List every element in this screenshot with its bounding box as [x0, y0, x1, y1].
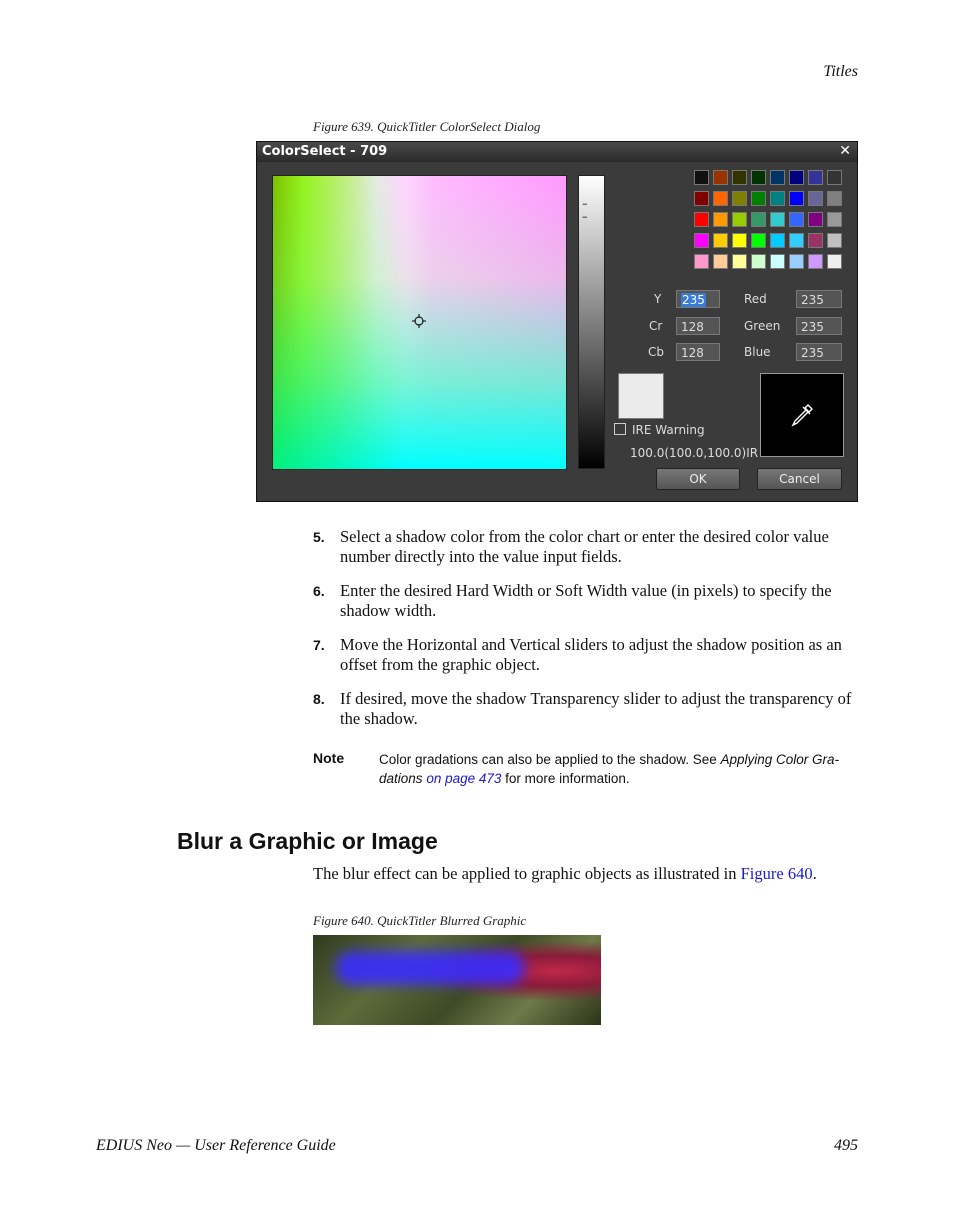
green-label: Green — [744, 319, 781, 333]
step-item — [313, 689, 863, 729]
color-swatch[interactable] — [827, 212, 842, 227]
color-swatch[interactable] — [827, 170, 842, 185]
step-number: 6. — [313, 583, 325, 599]
color-swatch[interactable] — [732, 233, 747, 248]
step-text: Move the Horizontal and Vertical sliders to adjust the shadow position as an offset from the graphic object. — [340, 635, 842, 674]
step-text: If desired, move the shadow Transparency slider to adjust the transparency of the shadow. — [340, 689, 852, 728]
color-preview — [618, 373, 664, 419]
eyedropper-button[interactable] — [760, 373, 844, 457]
step-number: 7. — [313, 637, 325, 653]
green-input[interactable]: 235 — [796, 317, 842, 335]
colorselect-dialog — [256, 141, 858, 502]
color-swatch[interactable] — [808, 254, 823, 269]
color-swatch[interactable] — [770, 254, 785, 269]
color-swatch[interactable] — [827, 254, 842, 269]
color-swatch[interactable] — [808, 191, 823, 206]
color-swatch[interactable] — [827, 191, 842, 206]
ire-value: 100.0(100.0,100.0)IR — [630, 446, 759, 460]
color-swatch[interactable] — [713, 191, 728, 206]
color-swatch[interactable] — [732, 170, 747, 185]
figure-639-caption: Figure 639. QuickTitler ColorSelect Dialog — [313, 119, 541, 134]
figure-link[interactable]: Figure 640 — [740, 864, 813, 883]
color-swatch[interactable] — [694, 233, 709, 248]
footer-title: EDIUS Neo — User Reference Guide — [96, 1137, 336, 1154]
color-swatch[interactable] — [732, 191, 747, 206]
luminance-slider[interactable] — [578, 175, 605, 469]
color-swatch[interactable] — [770, 170, 785, 185]
blue-input[interactable]: 235 — [796, 343, 842, 361]
color-swatch[interactable] — [732, 254, 747, 269]
note-label: Note — [313, 750, 345, 766]
cr-label: Cr — [649, 319, 663, 333]
body-paragraph: The blur effect can be applied to graphic objects as illustrated in Figure 640. — [313, 864, 817, 883]
red-label: Red — [744, 292, 767, 306]
color-swatch[interactable] — [808, 233, 823, 248]
color-swatch[interactable] — [751, 170, 766, 185]
cr-input[interactable]: 128 — [676, 317, 720, 335]
color-swatch[interactable] — [713, 212, 728, 227]
color-swatch[interactable] — [732, 212, 747, 227]
cancel-button[interactable]: Cancel — [757, 468, 842, 490]
color-swatch[interactable] — [789, 254, 804, 269]
dialog-title: ColorSelect - 709 — [262, 144, 388, 159]
cb-input[interactable]: 128 — [676, 343, 720, 361]
color-swatch[interactable] — [770, 233, 785, 248]
step-item — [313, 635, 863, 675]
color-swatch[interactable] — [789, 191, 804, 206]
step-list — [313, 527, 863, 743]
step-number: 8. — [313, 691, 325, 707]
note-text: Color gradations can also be applied to the shadow. See Applying Color Gra-dations on page 473 for more information. — [379, 752, 840, 786]
color-swatch[interactable] — [808, 212, 823, 227]
dialog-titlebar — [257, 142, 857, 162]
color-swatch[interactable] — [694, 212, 709, 227]
close-icon[interactable]: ✕ — [839, 143, 851, 159]
color-swatch[interactable] — [713, 233, 728, 248]
color-swatch[interactable] — [789, 212, 804, 227]
blurred-graphic-image — [313, 935, 601, 1025]
red-input[interactable]: 235 — [796, 290, 842, 308]
running-header: Titles — [823, 63, 858, 80]
step-text: Select a shadow color from the color chart or enter the desired color value number directly into the value input fields. — [340, 527, 829, 566]
color-swatch[interactable] — [770, 212, 785, 227]
figure-640-caption: Figure 640. QuickTitler Blurred Graphic — [313, 913, 527, 928]
crosshair-icon — [412, 314, 426, 328]
step-number: 5. — [313, 529, 325, 545]
y-label: Y — [654, 292, 662, 306]
color-swatch[interactable] — [770, 191, 785, 206]
ire-warning-checkbox[interactable] — [614, 423, 626, 435]
section-heading: Blur a Graphic or Image — [177, 828, 438, 854]
color-swatch[interactable] — [751, 254, 766, 269]
blue-label: Blue — [744, 345, 771, 359]
color-swatch[interactable] — [751, 233, 766, 248]
swatch-palette — [694, 170, 844, 269]
step-item — [313, 581, 863, 621]
ok-button[interactable]: OK — [656, 468, 740, 490]
slider-handle[interactable]: – – — [582, 197, 591, 223]
ire-warning-label: IRE Warning — [632, 423, 705, 437]
step-item — [313, 527, 863, 567]
color-swatch[interactable] — [751, 212, 766, 227]
color-swatch[interactable] — [694, 254, 709, 269]
color-swatch[interactable] — [808, 170, 823, 185]
color-swatch[interactable] — [789, 170, 804, 185]
color-swatch[interactable] — [713, 170, 728, 185]
page-link[interactable]: on page 473 — [426, 771, 502, 786]
page-number: 495 — [834, 1137, 858, 1154]
y-input[interactable]: 235 — [676, 290, 720, 308]
cb-label: Cb — [648, 345, 664, 359]
color-swatch[interactable] — [827, 233, 842, 248]
color-swatch[interactable] — [789, 233, 804, 248]
color-field[interactable] — [272, 175, 567, 470]
eyedropper-icon — [788, 401, 816, 429]
color-swatch[interactable] — [713, 254, 728, 269]
color-swatch[interactable] — [694, 191, 709, 206]
step-text: Enter the desired Hard Width or Soft Width value (in pixels) to specify the shadow width. — [340, 581, 832, 620]
color-swatch[interactable] — [751, 191, 766, 206]
color-swatch[interactable] — [694, 170, 709, 185]
